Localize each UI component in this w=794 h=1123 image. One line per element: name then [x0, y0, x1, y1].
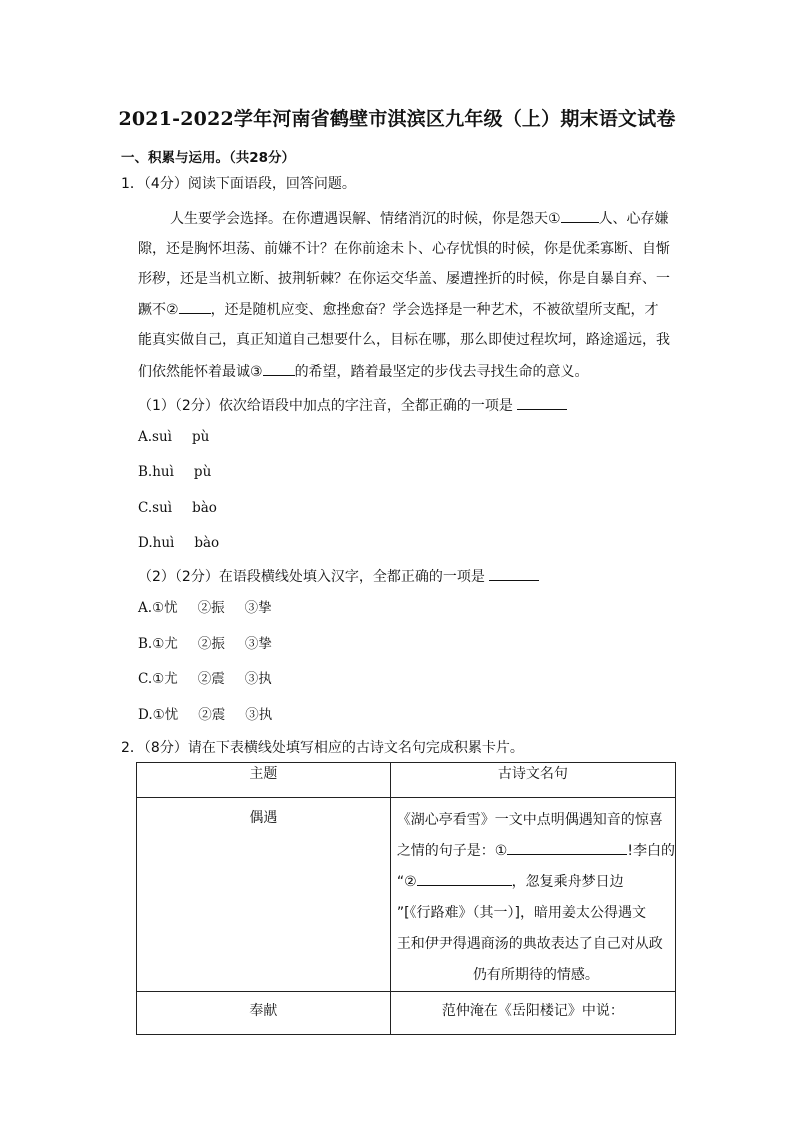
option-c[interactable]: C.①尤 ②震 ③执 [138, 671, 272, 687]
passage-line: 们依然能怀着最诚③ 的希望，踏着最坚定的步伐去寻找生命的意义。 [138, 361, 678, 382]
option-a[interactable]: A.①忧 ②振 ③挚 [138, 600, 272, 616]
table-header-row [137, 763, 676, 798]
option-d[interactable]: D.①忧 ②震 ③执 [138, 707, 273, 723]
answer-blank-sub1[interactable] [517, 395, 567, 410]
table-row [137, 992, 676, 1035]
poem-blank-2[interactable] [417, 871, 512, 886]
subquestion-1: （1）（2分）依次给语段中加点的字注音，全都正确的一项是 [138, 395, 567, 416]
passage-line: 隙，还是胸怀坦荡、前嫌不计？在你前途未卜、心存忧惧的时候，你是优柔寡断、自惭 [138, 241, 670, 257]
header-theme: 主题 [137, 763, 391, 798]
passage-line: 形秽，还是当机立断、披荆斩棘？在你运交华盖、屡遭挫折的时候，你是自暴自弃、一 [138, 271, 670, 287]
poem-blank-1[interactable] [507, 840, 627, 855]
section-heading: 一、积累与运用。（共28分） [121, 150, 296, 166]
subquestion-2: （2）（2分）在语段横线处填入汉字，全都正确的一项是 [138, 566, 539, 587]
answer-blank-sub2[interactable] [489, 566, 539, 581]
header-quotes: 古诗文名句 [390, 763, 675, 798]
passage-line: 人生要学会选择。在你遭遇误解、情绪消沉的时候，你是怨天① 人、心存嫌 [138, 208, 678, 229]
row-theme: 偶遇 [137, 798, 391, 992]
option-b[interactable]: B.①尤 ②振 ③挚 [138, 636, 272, 652]
blank-3[interactable] [263, 361, 295, 376]
table-row [137, 798, 676, 992]
accumulation-card-table [136, 762, 676, 1035]
option-c[interactable]: C.suì bào [138, 500, 217, 516]
row-quotes: 范仲淹在《岳阳楼记》中说： [390, 992, 675, 1035]
question-1-stem: 1．（4分）阅读下面语段，回答问题。 [121, 176, 356, 192]
passage-line: 能真实做自己，真正知道自己想要什么，目标在哪，那么即使过程坎坷，路途遥远，我 [138, 332, 670, 348]
option-a[interactable]: A.suì pù [138, 429, 210, 445]
blank-1[interactable] [561, 208, 599, 223]
passage-line: 蹶不② ，还是随机应变、愈挫愈奋？学会选择是一种艺术，不被欲望所支配，才 [138, 299, 678, 320]
row-quotes: 《湖心亭看雪》一文中点明偶遇知音的惊喜 之情的句子是：① !李白的 “② ，忽复乘舟梦日边 ”[《行路难》（其一）]，暗用姜太公得遇文 王和伊尹得遇商汤的典故表达了自己对从政 仍有所期待的情感。 [390, 798, 675, 992]
question-2-stem: 2．（8分）请在下表横线处填写相应的古诗文名句完成积累卡片。 [121, 740, 524, 756]
option-d[interactable]: D.huì bào [138, 535, 220, 551]
blank-2[interactable] [179, 299, 211, 314]
option-b[interactable]: B.huì pù [138, 464, 212, 480]
row-theme: 奉献 [137, 992, 391, 1035]
exam-title: 2021-2022学年河南省鹤壁市淇滨区九年级（上）期末语文试卷 [118, 108, 676, 130]
